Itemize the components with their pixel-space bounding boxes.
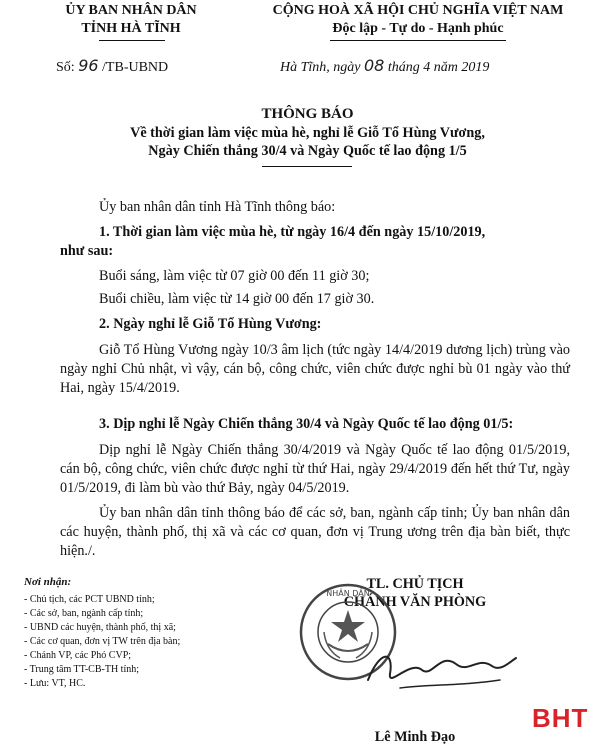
section3-title: 3. Dịp nghỉ lễ Ngày Chiến thắng 30/4 và Ngày Quốc tế lao động 01/5: (99, 416, 514, 432)
signer-name: Lê Minh Đạo (374, 729, 456, 745)
recipient-item: - Chủ tịch, các PCT UBND tỉnh; (24, 594, 155, 605)
number-suffix: /TB-UBND (102, 60, 169, 75)
recipient-item: - UBND các huyện, thành phố, thị xã; (24, 622, 176, 633)
recipients-label: Nơi nhận: (24, 576, 72, 588)
agency-underline (99, 40, 165, 41)
recipient-item: - Chánh VP, các Phó CVP; (24, 650, 132, 661)
closing-text: Ủy ban nhân dân tỉnh thông báo để các sở, ban, ngành cấp tỉnh; Ủy ban nhân dân các huyện, thành phố, thị xã và các cơ quan, đơn vị Trung ương trên địa bàn biết, thực hiện./. (60, 505, 570, 559)
doc-subject-line1: Về thời gian làm việc mùa hè, nghỉ lễ Giỗ Tổ Hùng Vương, (130, 125, 485, 141)
document-number (56, 56, 168, 76)
agency-province: TỈNH HÀ TĨNH (81, 21, 181, 36)
svg-text:NHÂN DÂN: NHÂN DÂN (326, 589, 370, 598)
date-prefix: Hà Tĩnh, ngày (280, 60, 361, 75)
motto-underline (330, 40, 506, 41)
number-handwritten: 96 (78, 56, 99, 75)
afternoon-hours: Buổi chiều, làm việc từ 14 giờ 00 đến 17 giờ 30. (99, 291, 375, 307)
date-day-handwritten: 08 (364, 56, 385, 75)
handwritten-signature-icon (360, 640, 520, 700)
signature-title: CHÁNH VĂN PHÒNG (343, 594, 487, 610)
doc-subject-line2: Ngày Chiến thắng 30/4 và Ngày Quốc tế lao động 1/5 (148, 143, 467, 159)
document-date (280, 56, 489, 76)
recipient-item: - Các cơ quan, đơn vị TW trên địa bàn; (24, 636, 181, 647)
intro-text: Ủy ban nhân dân tỉnh Hà Tĩnh thông báo: (99, 199, 336, 215)
section1-title-cont: như sau: (60, 243, 114, 259)
recipient-item: - Trung tâm TT-CB-TH tỉnh; (24, 664, 140, 675)
date-suffix: tháng 4 năm 2019 (387, 60, 490, 75)
number-prefix: Số: (56, 60, 75, 75)
bht-watermark-logo: BHT (532, 703, 589, 733)
section3-text: Dịp nghỉ lễ Ngày Chiến thắng 30/4/2019 và Ngày Quốc tế lao động 01/5/2019, cán bộ, công chức, viên chức được nghỉ từ thứ Hai, ngày 29/4/2019 đến hết thứ Tư, ngày 01/5/2019, đi làm bù vào thứ Bảy, ngày 04/5/2019. (60, 442, 570, 496)
recipient-item: - Lưu: VT, HC. (24, 678, 86, 689)
agency-name: ỦY BAN NHÂN DÂN (65, 3, 197, 18)
signature-authority: TL. CHỦ TỊCH (366, 576, 464, 592)
national-motto: Độc lập - Tự do - Hạnh phúc (332, 21, 504, 36)
recipient-item: - Các sở, ban, ngành cấp tỉnh; (24, 608, 144, 619)
national-title: CỘNG HOÀ XÃ HỘI CHỦ NGHĨA VIỆT NAM (272, 3, 564, 18)
section1-title: 1. Thời gian làm việc mùa hè, từ ngày 16/4 đến ngày 15/10/2019, (99, 224, 486, 240)
section2-text: Giỗ Tổ Hùng Vương ngày 10/3 âm lịch (tức ngày 14/4/2019 dương lịch) trùng vào ngày nghỉ Chủ nhật, vì vậy, cán bộ, công chức, viên chức được nghỉ bù 01 ngày vào thứ Hai, ngày 15/4/2019. (60, 342, 570, 396)
section2-title: 2. Ngày nghỉ lễ Giỗ Tổ Hùng Vương: (99, 316, 322, 332)
doc-heading: THÔNG BÁO (261, 106, 354, 122)
title-underline (262, 166, 352, 167)
morning-hours: Buổi sáng, làm việc từ 07 giờ 00 đến 11 giờ 30; (99, 268, 370, 284)
